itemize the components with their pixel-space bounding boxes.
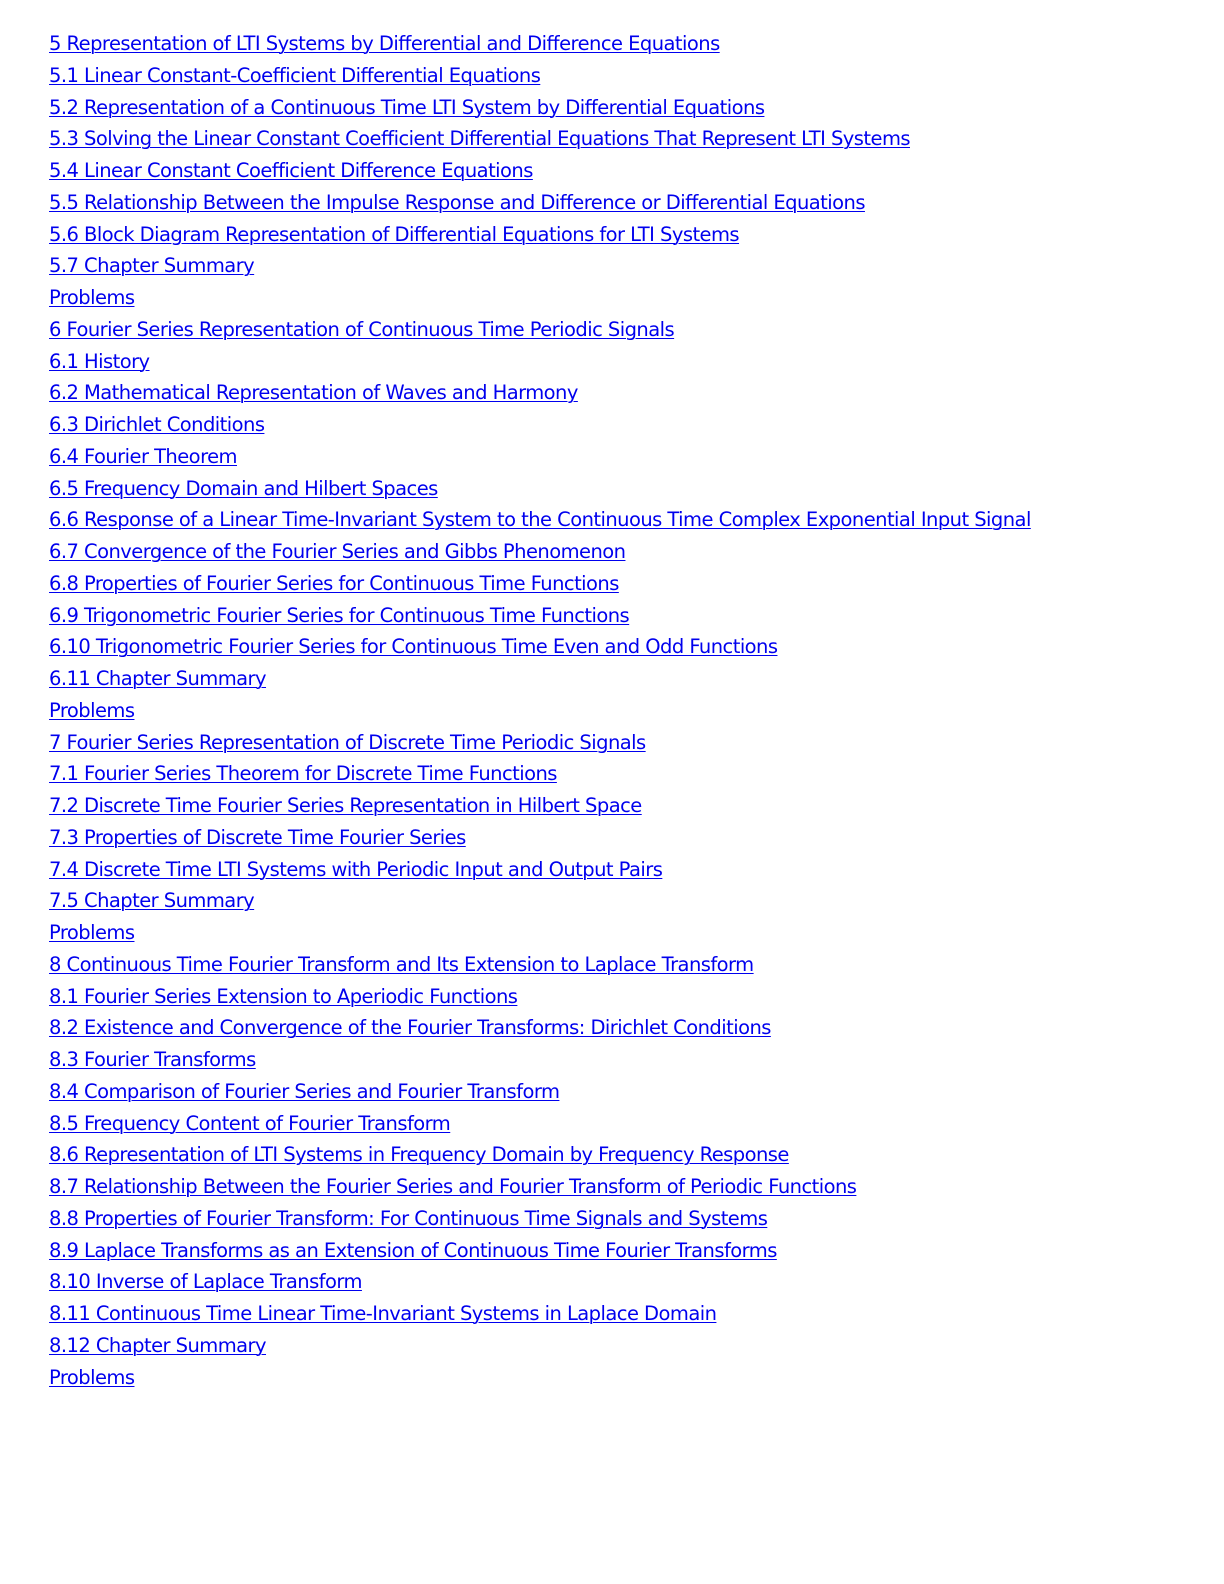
list-item (49, 250, 1031, 282)
toc-link[interactable]: 5.2 Representation of a Continuous Time LTI System by Differential Equations (49, 95, 765, 119)
list-item (49, 187, 1031, 219)
toc-link[interactable]: 6.5 Frequency Domain and Hilbert Spaces (49, 476, 438, 500)
toc-link[interactable]: 8.1 Fourier Series Extension to Aperiodic Functions (49, 984, 518, 1008)
toc-link[interactable]: 6.11 Chapter Summary (49, 667, 267, 690)
list-item (49, 377, 1031, 409)
list-item (49, 155, 1031, 187)
toc-link[interactable]: 5.3 Solving the Linear Constant Coefficient Differential Equations That Represent LTI Systems (49, 127, 910, 151)
toc-link[interactable]: Problems (49, 921, 135, 944)
toc-link[interactable]: 5.7 Chapter Summary (49, 254, 255, 278)
toc-link[interactable]: 6.9 Trigonometric Fourier Series for Continuous Time Functions (49, 603, 630, 627)
toc-link[interactable]: 7.1 Fourier Series Theorem for Discrete Time Functions (49, 762, 557, 786)
list-item (49, 409, 1031, 441)
list-item (49, 758, 1031, 790)
list-item (49, 1108, 1031, 1140)
toc-link[interactable]: 5.4 Linear Constant Coefficient Difference Equations (49, 159, 533, 182)
list-item (49, 92, 1031, 124)
list-item (49, 1298, 1031, 1330)
list-item (49, 1012, 1031, 1044)
toc-link[interactable]: 5.6 Block Diagram Representation of Differential Equations for LTI Systems (49, 222, 740, 246)
list-item (49, 727, 1031, 759)
toc-link[interactable]: 6.7 Convergence of the Fourier Series and Gibbs Phenomenon (49, 540, 626, 563)
toc-link[interactable]: 8.12 Chapter Summary (49, 1333, 267, 1357)
list-item (49, 219, 1031, 251)
toc-link[interactable]: 7.3 Properties of Discrete Time Fourier Series (49, 825, 466, 849)
list-item (49, 1235, 1031, 1267)
toc-link[interactable]: 8.6 Representation of LTI Systems in Frequency Domain by Frequency Response (49, 1143, 789, 1167)
list-item (49, 695, 1031, 727)
list-item (49, 282, 1031, 314)
list-item (49, 28, 1031, 60)
list-item (49, 949, 1031, 981)
toc-link[interactable]: 6 Fourier Series Representation of Continuous Time Periodic Signals (49, 317, 675, 341)
toc-link[interactable]: 6.6 Response of a Linear Time-Invariant System to the Continuous Time Complex Exponential Input Signal (49, 508, 1031, 532)
list-item (49, 1203, 1031, 1235)
toc-link[interactable]: 6.8 Properties of Fourier Series for Continuous Time Functions (49, 571, 619, 595)
list-item (49, 1171, 1031, 1203)
toc-link[interactable]: 8.11 Continuous Time Linear Time-Invariant Systems in Laplace Domain (49, 1302, 717, 1325)
list-item (49, 1076, 1031, 1108)
toc-link[interactable]: 8.9 Laplace Transforms as an Extension of Continuous Time Fourier Transforms (49, 1238, 777, 1262)
list-item (49, 568, 1031, 600)
toc-link[interactable]: 8.3 Fourier Transforms (49, 1048, 256, 1071)
toc-link[interactable]: 7 Fourier Series Representation of Discrete Time Periodic Signals (49, 730, 646, 754)
list-item (49, 314, 1031, 346)
list-item (49, 473, 1031, 505)
table-of-contents (49, 28, 1031, 1393)
toc-link[interactable]: 6.3 Dirichlet Conditions (49, 413, 265, 436)
toc-link[interactable]: 8 Continuous Time Fourier Transform and Its Extension to Laplace Transform (49, 952, 754, 976)
list-item (49, 822, 1031, 854)
toc-link[interactable]: 8.10 Inverse of Laplace Transform (49, 1270, 362, 1294)
toc-link[interactable]: 7.2 Discrete Time Fourier Series Representation in Hilbert Space (49, 794, 642, 817)
toc-link[interactable]: 6.4 Fourier Theorem (49, 444, 237, 468)
toc-link[interactable]: 5 Representation of LTI Systems by Differential and Difference Equations (49, 32, 720, 55)
list-item (49, 1330, 1031, 1362)
list-item (49, 1362, 1031, 1394)
toc-link[interactable]: 8.5 Frequency Content of Fourier Transform (49, 1111, 451, 1135)
toc-link[interactable]: 6.10 Trigonometric Fourier Series for Continuous Time Even and Odd Functions (49, 635, 778, 659)
list-item (49, 1044, 1031, 1076)
list-item (49, 790, 1031, 822)
list-item (49, 885, 1031, 917)
list-item (49, 1139, 1031, 1171)
toc-link[interactable]: 5.1 Linear Constant-Coefficient Differential Equations (49, 63, 541, 87)
list-item (49, 60, 1031, 92)
toc-link[interactable]: 6.1 History (49, 349, 150, 373)
list-item (49, 663, 1031, 695)
toc-link[interactable]: Problems (49, 1365, 135, 1389)
toc-link[interactable]: 5.5 Relationship Between the Impulse Response and Difference or Differential Equations (49, 190, 865, 214)
list-item (49, 1266, 1031, 1298)
toc-link[interactable]: 8.4 Comparison of Fourier Series and Fourier Transform (49, 1079, 560, 1103)
toc-link[interactable]: Problems (49, 286, 135, 309)
list-item (49, 854, 1031, 886)
toc-link[interactable]: 7.5 Chapter Summary (49, 889, 255, 913)
list-item (49, 981, 1031, 1013)
list-item (49, 917, 1031, 949)
list-item (49, 631, 1031, 663)
list-item (49, 536, 1031, 568)
list-item (49, 441, 1031, 473)
toc-link[interactable]: 8.7 Relationship Between the Fourier Series and Fourier Transform of Periodic Functions (49, 1175, 857, 1198)
toc-link[interactable]: 8.8 Properties of Fourier Transform: For Continuous Time Signals and Systems (49, 1206, 768, 1230)
toc-link[interactable]: 7.4 Discrete Time LTI Systems with Periodic Input and Output Pairs (49, 857, 663, 881)
toc-link[interactable]: 8.2 Existence and Convergence of the Fourier Transforms: Dirichlet Conditions (49, 1016, 771, 1040)
list-item (49, 504, 1031, 536)
toc-link[interactable]: 6.2 Mathematical Representation of Waves and Harmony (49, 381, 578, 405)
list-item (49, 600, 1031, 632)
toc-link[interactable]: Problems (49, 698, 135, 722)
list-item (49, 346, 1031, 378)
list-item (49, 123, 1031, 155)
